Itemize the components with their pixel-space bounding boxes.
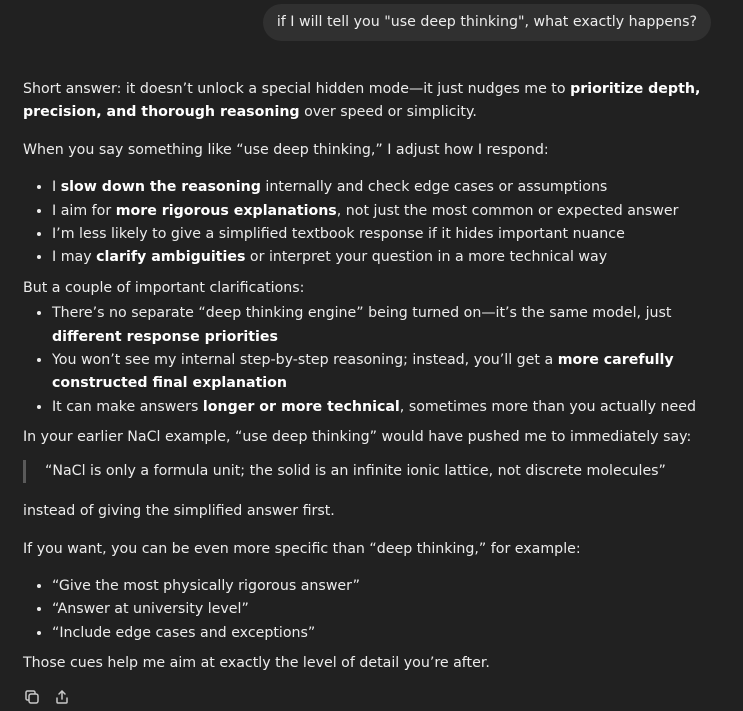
clarifications-heading: But a couple of important clarifications: — [23, 279, 305, 296]
example-intro: In your earlier NaCl example, “use deep thinking” would have pushed me to immediately say: — [23, 429, 692, 446]
blockquote — [23, 460, 723, 483]
intro-text-2: over speed or simplicity. — [299, 104, 477, 121]
list-item: • I slow down the reasoning internally and check edge cases or assumptions — [52, 176, 723, 199]
intro-paragraph — [23, 78, 723, 125]
list-item: • You won’t see my internal step-by-step reasoning; instead, you’ll get a more carefully constructed final explanation — [52, 349, 723, 396]
when-paragraph: When you say something like “use deep thinking,” I adjust how I respond: — [23, 141, 549, 158]
list-item: • “Give the most physically rigorous answer” — [52, 575, 723, 598]
list-item: • There’s no separate “deep thinking engine” being turned on—it’s the same model, just different response priorities — [52, 302, 723, 349]
list-item: • “Answer at university level” — [52, 598, 723, 621]
list-item: • I aim for more rigorous explanations, not just the most common or expected answer — [52, 200, 723, 223]
examples-list — [23, 575, 723, 645]
list-item: • It can make answers longer or more technical, sometimes more than you actually need — [52, 396, 723, 419]
assistant-message — [23, 78, 723, 676]
clarifications-list — [23, 302, 723, 419]
closing-paragraph: Those cues help me aim at exactly the level of detail you’re after. — [23, 655, 490, 672]
user-message-bubble: if I will tell you "use deep thinking", what exactly happens? — [263, 4, 711, 41]
intro-bold: prioritize depth, precision, and thorough reasoning — [23, 81, 701, 121]
adjust-list — [23, 176, 723, 270]
list-item: • I’m less likely to give a simplified textbook response if it hides important nuance — [52, 223, 723, 246]
instead-paragraph: instead of giving the simplified answer first. — [23, 503, 335, 520]
share-button[interactable] — [53, 688, 71, 706]
list-item: • I may clarify ambiguities or interpret your question in a more technical way — [52, 246, 723, 269]
quote-text: “NaCl is only a formula unit; the solid is an infinite ionic lattice, not discrete molecules” — [45, 462, 666, 479]
message-actions — [23, 688, 71, 706]
specific-paragraph: If you want, you can be even more specific than “deep thinking,” for example: — [23, 540, 581, 557]
intro-text-1: Short answer: it doesn’t unlock a special hidden mode—it just nudges me to — [23, 81, 571, 97]
list-item: • “Include edge cases and exceptions” — [52, 622, 723, 645]
copy-icon — [24, 689, 40, 705]
share-icon — [54, 689, 70, 705]
copy-button[interactable] — [23, 688, 41, 706]
